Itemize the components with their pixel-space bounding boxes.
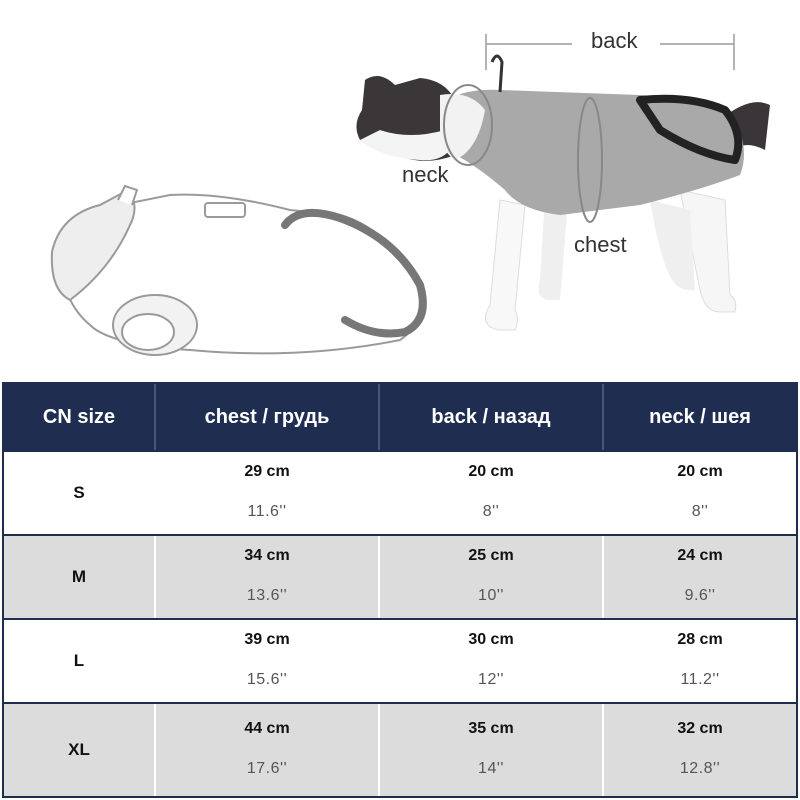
- neck-cell: [604, 452, 796, 534]
- table-row: [4, 452, 796, 534]
- chest-label: chest: [574, 232, 627, 257]
- chest-inch: 17.6'': [246, 760, 288, 777]
- back-cm: 30 cm: [468, 631, 514, 648]
- chest-cm: 34 cm: [244, 547, 290, 564]
- neck-cell: [604, 704, 796, 796]
- chest-cell: [156, 452, 380, 534]
- back-cm: 20 cm: [468, 463, 514, 480]
- neck-cm: 24 cm: [677, 547, 723, 564]
- chest-cell: [156, 536, 380, 618]
- size-cell: XL: [4, 704, 156, 796]
- back-inch: 10'': [478, 587, 504, 604]
- size-table: [2, 382, 798, 798]
- neck-label: neck: [402, 162, 449, 187]
- back-cm: 35 cm: [468, 720, 514, 737]
- chest-cell: [156, 704, 380, 796]
- chest-inch: 15.6'': [246, 671, 288, 688]
- neck-cell: [604, 536, 796, 618]
- table-row: [4, 536, 796, 618]
- size-cell: S: [4, 452, 156, 534]
- back-cell: [380, 704, 604, 796]
- neck-inch: 11.2'': [680, 671, 720, 688]
- back-cell: [380, 536, 604, 618]
- back-cm: 25 cm: [468, 547, 514, 564]
- chest-cell: [156, 620, 380, 702]
- chest-inch: 11.6'': [247, 503, 287, 520]
- neck-cm: 28 cm: [677, 631, 723, 648]
- back-inch: 14'': [478, 760, 504, 777]
- neck-cm: 32 cm: [677, 720, 723, 737]
- header-neck: neck / шея: [649, 405, 751, 428]
- neck-inch: 9.6'': [684, 587, 716, 604]
- header-size: CN size: [4, 384, 156, 450]
- neck-cm: 20 cm: [677, 463, 723, 480]
- product-illustration: [0, 0, 800, 380]
- header-back: back / назад: [380, 384, 604, 450]
- table-row: [4, 704, 796, 796]
- chest-cm: 29 cm: [244, 463, 290, 480]
- header-chest: chest / грудь: [156, 384, 380, 450]
- chest-inch: 13.6'': [246, 587, 288, 604]
- back-label: back: [591, 28, 638, 53]
- back-inch: 8'': [482, 503, 500, 520]
- neck-inch: 8'': [691, 503, 709, 520]
- neck-cell: [604, 620, 796, 702]
- table-header-row: [4, 384, 796, 450]
- size-cell: M: [4, 536, 156, 618]
- table-row: [4, 620, 796, 702]
- back-cell: [380, 620, 604, 702]
- back-cell: [380, 452, 604, 534]
- chest-cm: 39 cm: [244, 631, 290, 648]
- back-inch: 12'': [478, 671, 504, 688]
- size-cell: L: [4, 620, 156, 702]
- neck-inch: 12.8'': [679, 760, 721, 777]
- chest-cm: 44 cm: [244, 720, 290, 737]
